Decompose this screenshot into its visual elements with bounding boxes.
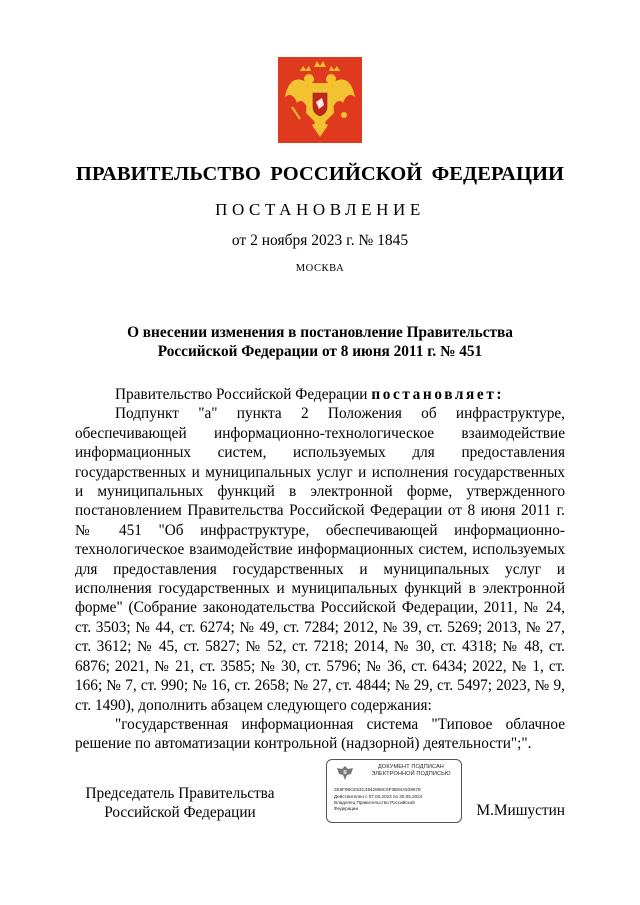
government-title: ПРАВИТЕЛЬСТВО РОССИЙСКОЙ ФЕДЕРАЦИИ	[75, 163, 565, 185]
intro-paragraph	[75, 385, 565, 404]
document-city: МОСКВА	[295, 263, 345, 274]
stamp-certificate: 2E6F98CE53C4942866C6F3B94A53967E	[334, 787, 422, 792]
subject-line: Российской Федерации от 8 июня 2011 г. № 451	[157, 343, 483, 360]
document-subject	[80, 323, 560, 361]
position-line: Российской Федерации	[104, 804, 256, 822]
stamp-title-line: ДОКУМЕНТ ПОДПИСАН	[378, 764, 444, 770]
document-type: ПОСТАНОВЛЕНИЕ	[215, 200, 425, 219]
intro-text: Правительство Российской Федерации	[115, 386, 372, 403]
signatory-name: М.Мишустин	[476, 802, 565, 819]
signatory-position	[75, 784, 285, 823]
position-line: Председатель Правительства	[85, 785, 275, 802]
coat-of-arms-small-icon	[335, 765, 355, 781]
russian-coat-of-arms-icon	[278, 57, 362, 143]
subject-line: О внесении изменения в постановление Правительства	[127, 324, 513, 341]
stamp-title	[363, 764, 459, 778]
stamp-validity: Действителен с 07.03.2023 по 30.05.2024	[334, 794, 423, 799]
stamp-title-line: ЭЛЕКТРОННОЙ ПОДПИСЬЮ	[371, 771, 451, 777]
document-date-number: от 2 ноября 2023 г. № 1845	[231, 232, 409, 249]
body-paragraph: "государственная информационная система "Типовое облачное решение по автоматизации контрольной (надзорной) деятельности";".	[75, 715, 565, 753]
stamp-owner: Владелец Правительство Российской	[334, 800, 415, 805]
document-body	[75, 385, 565, 754]
stamp-owner: Федерации	[334, 806, 359, 811]
body-paragraph: Подпункт "а" пункта 2 Положения об инфраструктуре, обеспечивающей информационно-технологическое взаимодействие информационных систем, используемых для предоставления государственных и муниципальных услуг и исполнения государственных и муниципальных функций в электронной форме, утвержденного постановлением Правительства Российской Федерации от 8 июня 2011 г. № 451 "Об инфраструктуре, обеспечивающей информационно-технологическое взаимодействие информационных систем, используемых для предоставления государственных и муниципальных услуг и исполнения государственных и муниципальных функций в электронной форме" (Собрание законодательства Российской Федерации, 2011, № 24, ст. 3503; № 44, ст. 6274; № 49, ст. 7284; 2012, № 39, ст. 5269; 2013, № 27, ст. 3612; № 45, ст. 5827; № 52, ст. 7218; 2014, № 30, ст. 4318; № 48, ст. 6876; 2021, № 21, ст. 3585; № 30, ст. 5796; № 36, ст. 6434; 2022, № 1, ст. 166; № 7, ст. 990; № 16, ст. 2658; № 27, ст. 4844; № 29, ст. 5497; 2023, № 9, ст. 1490), дополнить абзацем следующего содержания:	[75, 405, 565, 714]
electronic-signature-stamp	[326, 759, 462, 823]
intro-verb: постановляет:	[371, 386, 505, 403]
